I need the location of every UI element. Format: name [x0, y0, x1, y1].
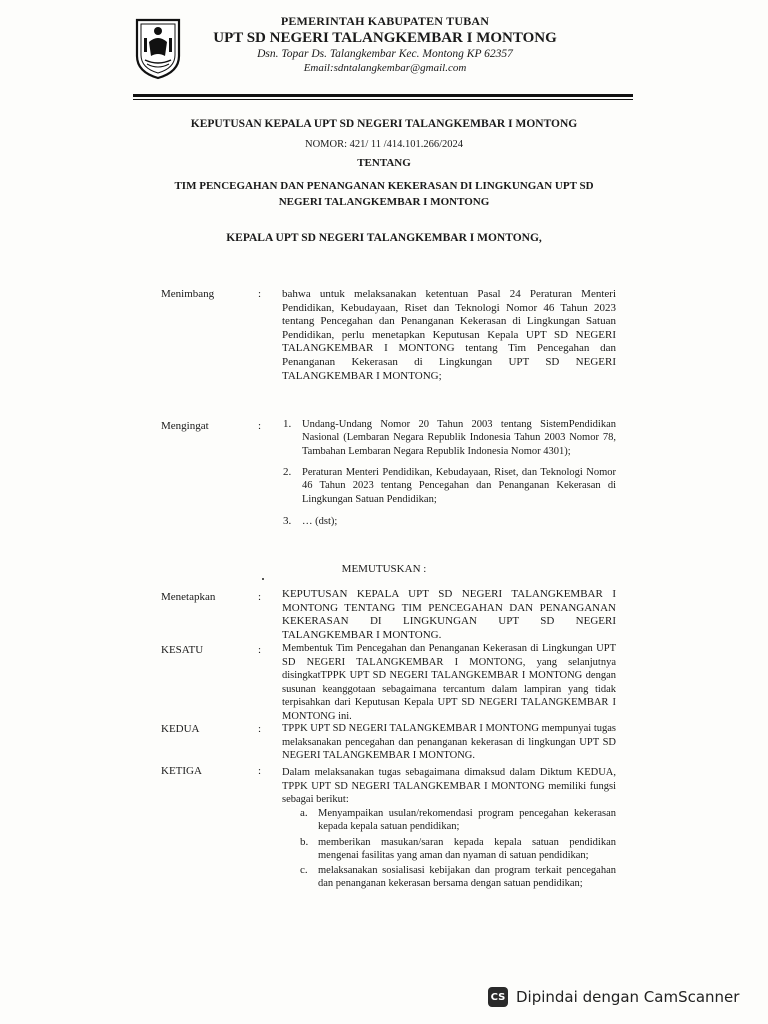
- ketiga-item-text: melaksanakan sosialisasi kebijakan dan program terkait pencegahan dan penanganan kekerasan bersama dengan satuan pendidikan;: [318, 865, 616, 890]
- ketiga-item-letter: c.: [300, 864, 308, 876]
- menetapkan-colon: :: [258, 591, 262, 603]
- mengingat-colon: :: [258, 420, 262, 432]
- mengingat-item-text: … (dst);: [302, 516, 338, 527]
- mengingat-item-number: 1.: [283, 418, 292, 430]
- school-email: Email:sdntalangkembar@gmail.com: [303, 62, 467, 74]
- ketiga-label: KETIGA: [161, 765, 202, 777]
- kedua-label: KEDUA: [161, 723, 200, 735]
- decree-issuer: KEPALA UPT SD NEGERI TALANGKEMBAR I MONTONG,: [226, 232, 542, 244]
- kesatu-label: KESATU: [161, 644, 204, 656]
- menetapkan-label: Menetapkan: [161, 591, 216, 603]
- camscanner-icon: CS: [488, 987, 508, 1007]
- school-name: UPT SD NEGERI TALANGKEMBAR I MONTONG: [213, 30, 557, 46]
- school-address: Dsn. Topar Ds. Talangkembar Kec. Montong KP 62357: [257, 48, 513, 60]
- decree-subject: [100, 178, 668, 210]
- kedua-colon: :: [258, 723, 262, 735]
- scan-speck: [262, 578, 264, 580]
- ketiga-item-text: memberikan masukan/saran kepada kepala satuan pendidikan mengenai fasilitas yang aman dan nyaman di satuan pendidikan;: [318, 837, 616, 862]
- kedua-text: TPPK UPT SD NEGERI TALANGKEMBAR I MONTONG mempunyai tugas melaksanakan pencegahan dan penanganan kekerasan di lingkungan UPT SD NEGERI TALANGKEMBAR I MONTONG.: [282, 723, 616, 761]
- kesatu-colon: :: [258, 644, 262, 656]
- mengingat-item-number: 3.: [283, 515, 292, 527]
- government-name: PEMERINTAH KABUPATEN TUBAN: [280, 14, 490, 28]
- decree-number: NOMOR: 421/ 11 /414.101.266/2024: [305, 139, 463, 150]
- mengingat-item-text: Undang-Undang Nomor 20 Tahun 2003 tentang SistemPendidikan Nasional (Lembaran Negara Republik Indonesia Tahun 2003 Nomor 78, Tambahan Lembaran Negara Republik Indonesia Nomor 4301);: [302, 419, 616, 457]
- letterhead-divider-thick: [133, 94, 633, 97]
- mengingat-item-text: Peraturan Menteri Pendidikan, Kebudayaan, Riset, dan Teknologi Nomor 46 Tahun 2023 tentang Pencegahan dan Penanganan Kekerasan di Lingkungan Satuan Pendidikan;: [302, 467, 616, 505]
- menimbang-colon: :: [258, 288, 262, 300]
- letterhead: [185, 14, 585, 75]
- camscanner-watermark: [488, 986, 739, 1008]
- letterhead-divider-thin: [133, 99, 633, 100]
- mengingat-item-number: 2.: [283, 466, 292, 478]
- decree-subject-line-2: NEGERI TALANGKEMBAR I MONTONG: [278, 196, 490, 208]
- regency-crest-logo: [133, 16, 183, 80]
- ketiga-item-letter: a.: [300, 807, 308, 819]
- ketiga-text: Dalam melaksanakan tugas sebagaimana dimaksud dalam Diktum KEDUA, TPPK UPT SD NEGERI TALANGKEMBAR I MONTONG memiliki fungsi sebagai berikut:: [282, 767, 616, 805]
- decree-title: KEPUTUSAN KEPALA UPT SD NEGERI TALANGKEMBAR I MONTONG: [190, 118, 578, 130]
- mengingat-label: Mengingat: [161, 420, 209, 432]
- decree-subject-line-1: TIM PENCEGAHAN DAN PENANGANAN KEKERASAN DI LINGKUNGAN UPT SD: [174, 180, 594, 192]
- ketiga-item-letter: b.: [300, 836, 309, 848]
- menetapkan-text: KEPUTUSAN KEPALA UPT SD NEGERI TALANGKEMBAR I MONTONG TENTANG TIM PENCEGAHAN DAN PENANGANAN KEKERASAN DI LINGKUNGAN UPT SD NEGERI TALANGKEMBAR I MONTONG.: [282, 588, 616, 641]
- camscanner-watermark-text: Dipindai dengan CamScanner: [516, 988, 740, 1006]
- ketiga-item-text: Menyampaikan usulan/rekomendasi program pencegahan kekerasan kepada kepala satuan pendidikan;: [318, 808, 616, 833]
- memutuskan-heading: MEMUTUSKAN :: [341, 563, 427, 575]
- kesatu-text: Membentuk Tim Pencegahan dan Penanganan Kekerasan di Lingkungan UPT SD NEGERI TALANGKEMBAR I MONTONG, yang selanjutnya disingkatTPPK UPT SD NEGERI TALANGKEMBAR I MONTONG dengan susunan keanggotaan sebagaimana tercantum dalam lampiran yang tidak terpisahkan dari Keputusan Kepala UPT SD NEGERI TALANGKEMBAR I MONTONG ini.: [282, 643, 616, 722]
- menimbang-label: Menimbang: [161, 288, 215, 300]
- decree-about-label: TENTANG: [357, 157, 411, 169]
- ketiga-colon: :: [258, 765, 262, 777]
- menimbang-text: bahwa untuk melaksanakan ketentuan Pasal 24 Peraturan Menteri Pendidikan, Kebudayaan, Riset dan Teknologi Nomor 46 Tahun 2023 tentang Pencegahan dan Penanganan Kekerasan di Lingkungan Satuan Pendidikan, perlu menetapkan Keputusan Kepala UPT SD NEGERI TALANGKEMBAR I MONTONG tentang Tim Pencegahan dan Penanganan Kekerasan di Lingkungan UPT SD NEGERI TALANGKEMBAR I MONTONG;: [282, 288, 616, 382]
